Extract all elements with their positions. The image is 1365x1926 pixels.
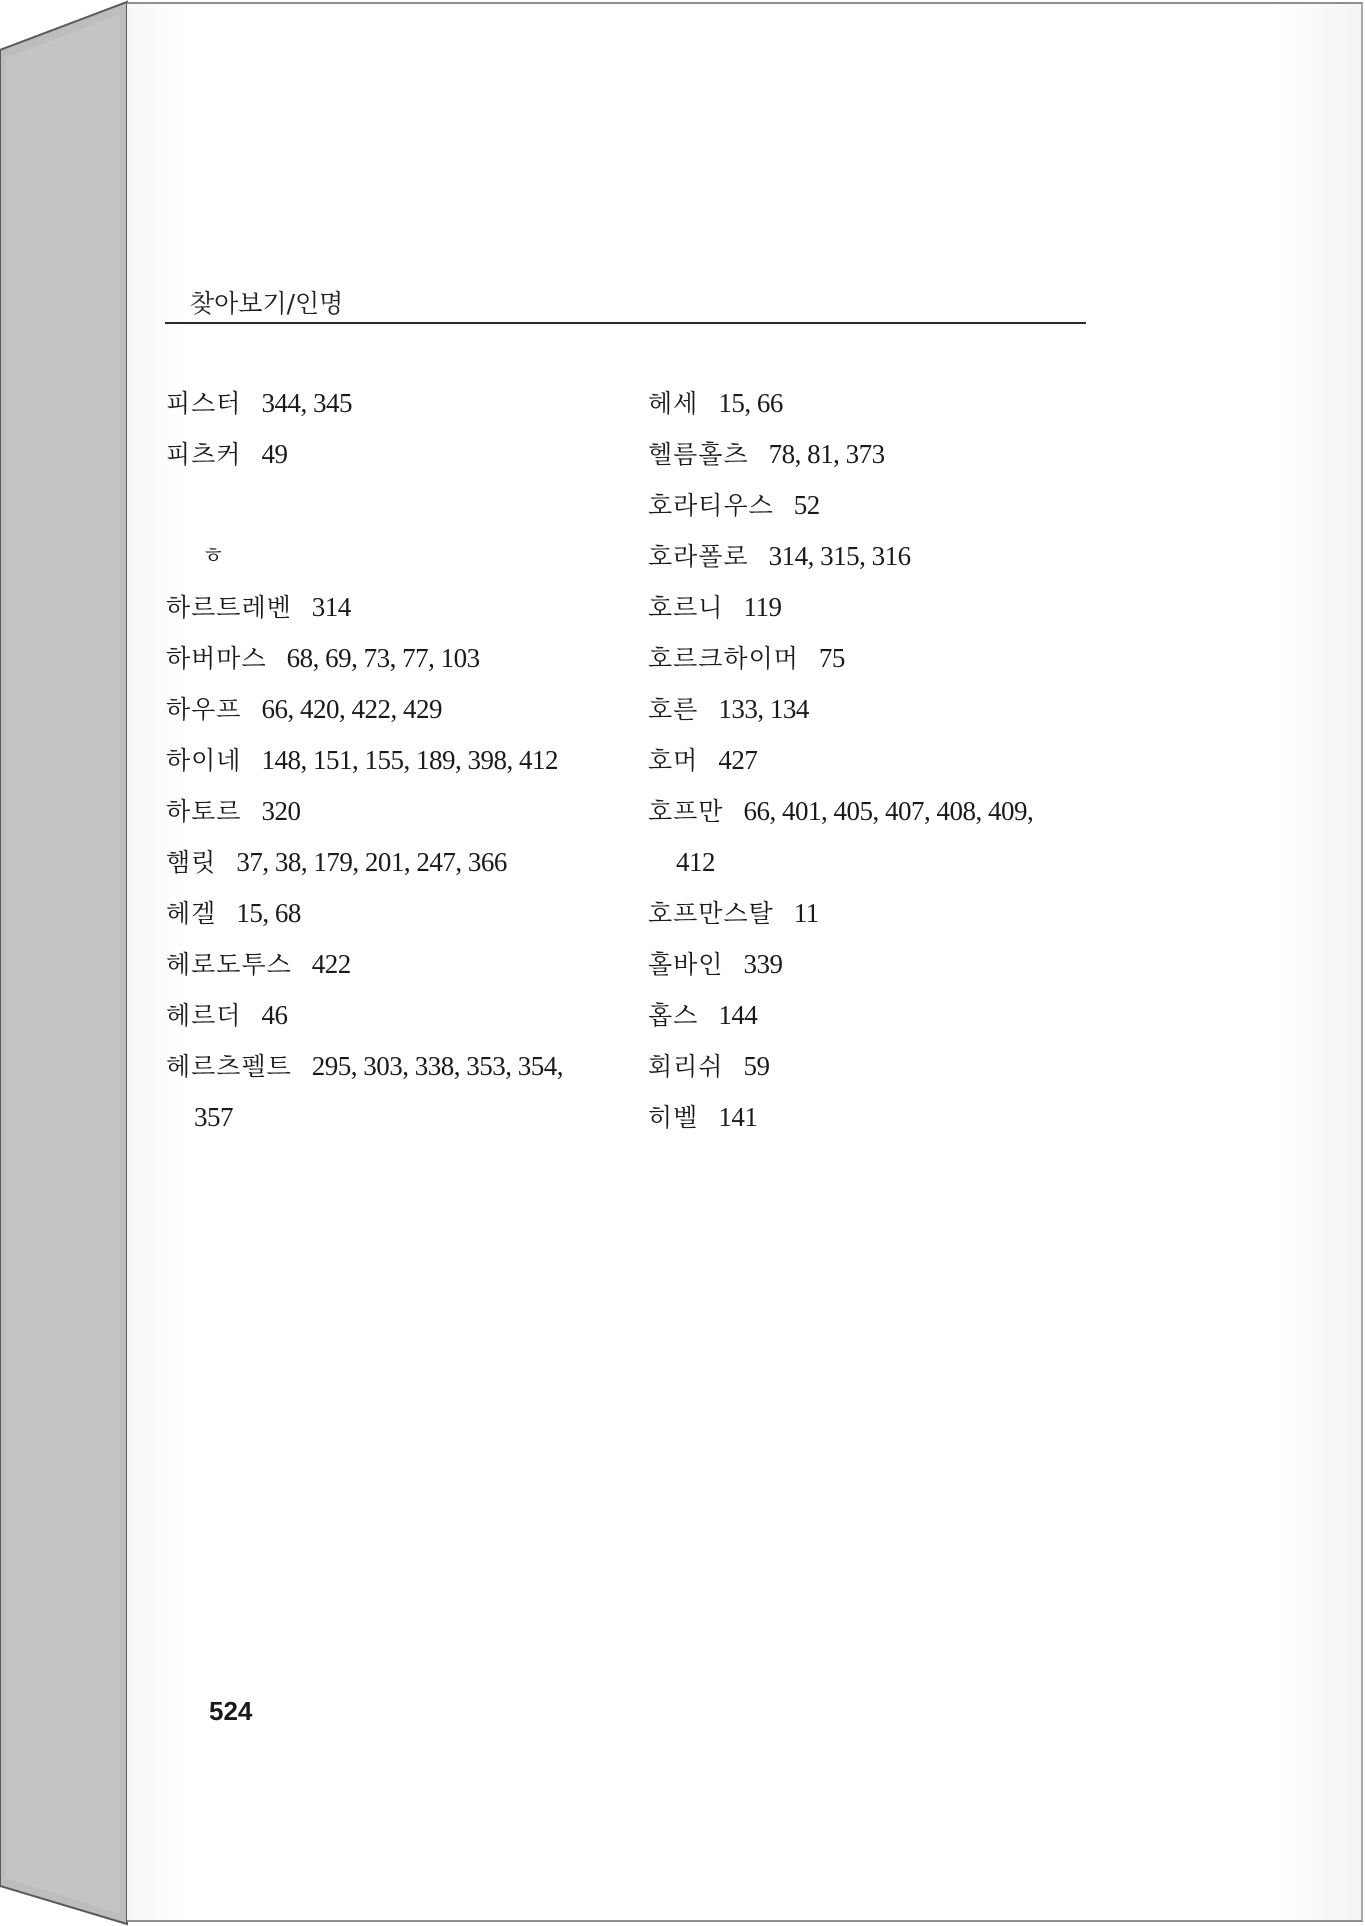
entry-name: 홀바인 — [648, 950, 724, 979]
entry-name: 호르니 — [648, 593, 724, 622]
entry-name: 헤세 — [648, 389, 699, 418]
entry-pages: 119 — [743, 592, 782, 622]
entry-pages: 427 — [718, 745, 758, 775]
entry-name: 히벨 — [648, 1103, 699, 1132]
entry-pages: 75 — [818, 643, 845, 673]
section-letter: ㅎ — [202, 543, 225, 569]
index-entry — [166, 633, 636, 684]
index-entry-continuation — [648, 837, 1128, 888]
index-entry — [648, 735, 1128, 786]
entry-pages: 49 — [261, 439, 288, 469]
entry-pages: 141 — [718, 1102, 758, 1132]
entry-pages: 52 — [793, 490, 820, 520]
index-entry — [648, 939, 1128, 990]
entry-pages: 68, 69, 73, 77, 103 — [286, 643, 480, 673]
entry-name: 회리쉬 — [648, 1052, 724, 1081]
index-entry — [648, 786, 1128, 837]
entry-pages: 344, 345 — [261, 388, 352, 418]
entry-pages: 11 — [793, 898, 819, 928]
entry-pages: 314 — [311, 592, 351, 622]
entry-pages: 66, 420, 422, 429 — [261, 694, 442, 724]
index-entry — [648, 888, 1128, 939]
entry-pages: 314, 315, 316 — [768, 541, 911, 571]
entry-name: 헤르더 — [166, 1001, 242, 1030]
index-entry — [166, 837, 636, 888]
entry-pages: 15, 66 — [718, 388, 783, 418]
entry-pages: 320 — [261, 796, 301, 826]
index-entry — [166, 786, 636, 837]
index-entry — [166, 582, 636, 633]
entry-name: 하우프 — [166, 695, 242, 724]
entry-pages: 412 — [676, 847, 715, 877]
entry-pages: 46 — [261, 1000, 288, 1030]
entry-name: 호라티우스 — [648, 491, 774, 520]
entry-name: 호른 — [648, 695, 699, 724]
entry-name: 하토르 — [166, 797, 242, 826]
entry-name: 하버마스 — [166, 644, 267, 673]
index-entry — [166, 735, 636, 786]
entry-name: 헤르츠펠트 — [166, 1052, 292, 1081]
entry-name: 호라폴로 — [648, 542, 749, 571]
entry-pages: 339 — [743, 949, 783, 979]
entry-name: 호르크하이머 — [648, 644, 799, 673]
entry-pages: 37, 38, 179, 201, 247, 366 — [236, 847, 507, 877]
entry-name: 헤로도투스 — [166, 950, 292, 979]
index-entry — [648, 684, 1128, 735]
index-entry — [166, 888, 636, 939]
index-entry — [648, 1041, 1128, 1092]
running-head: 찾아보기/인명 — [190, 289, 344, 318]
entry-name: 피츠커 — [166, 440, 242, 469]
index-entry — [648, 633, 1128, 684]
entry-pages: 15, 68 — [236, 898, 301, 928]
entry-name: 피스터 — [166, 389, 242, 418]
entry-name: 헤겔 — [166, 899, 217, 928]
index-entry — [166, 990, 636, 1041]
entry-name: 헬름홀츠 — [648, 440, 749, 469]
entry-pages: 357 — [194, 1102, 233, 1132]
index-entry — [166, 429, 636, 480]
header-rule — [165, 322, 1086, 324]
entry-pages: 148, 151, 155, 189, 398, 412 — [261, 745, 558, 775]
entry-name: 호프만 — [648, 797, 724, 826]
entry-name: 하이네 — [166, 746, 242, 775]
index-entry — [166, 1041, 636, 1092]
entry-name: 하르트레벤 — [166, 593, 292, 622]
index-entry — [648, 582, 1128, 633]
index-entry — [648, 429, 1128, 480]
entry-name: 홉스 — [648, 1001, 699, 1030]
index-entry — [648, 480, 1128, 531]
section-heading — [166, 531, 636, 582]
index-entry — [166, 378, 636, 429]
index-entry-continuation — [166, 1092, 636, 1143]
page-number: 524 — [209, 1696, 253, 1726]
index-entry — [648, 990, 1128, 1041]
index-column-right — [648, 378, 1128, 1143]
entry-name: 호프만스탈 — [648, 899, 774, 928]
entry-pages: 78, 81, 373 — [768, 439, 885, 469]
entry-pages: 133, 134 — [718, 694, 809, 724]
index-entry — [166, 939, 636, 990]
index-entry — [648, 378, 1128, 429]
index-column-left — [166, 378, 636, 1143]
entry-pages: 144 — [718, 1000, 758, 1030]
entry-name: 호머 — [648, 746, 699, 775]
entry-pages: 295, 303, 338, 353, 354, — [311, 1051, 564, 1081]
entry-pages: 66, 401, 405, 407, 408, 409, — [743, 796, 1034, 826]
section-gap — [166, 480, 636, 531]
index-entry — [648, 531, 1128, 582]
entry-name: 햄릿 — [166, 848, 217, 877]
entry-pages: 422 — [311, 949, 351, 979]
index-entry — [166, 684, 636, 735]
entry-pages: 59 — [743, 1051, 770, 1081]
index-entry — [648, 1092, 1128, 1143]
